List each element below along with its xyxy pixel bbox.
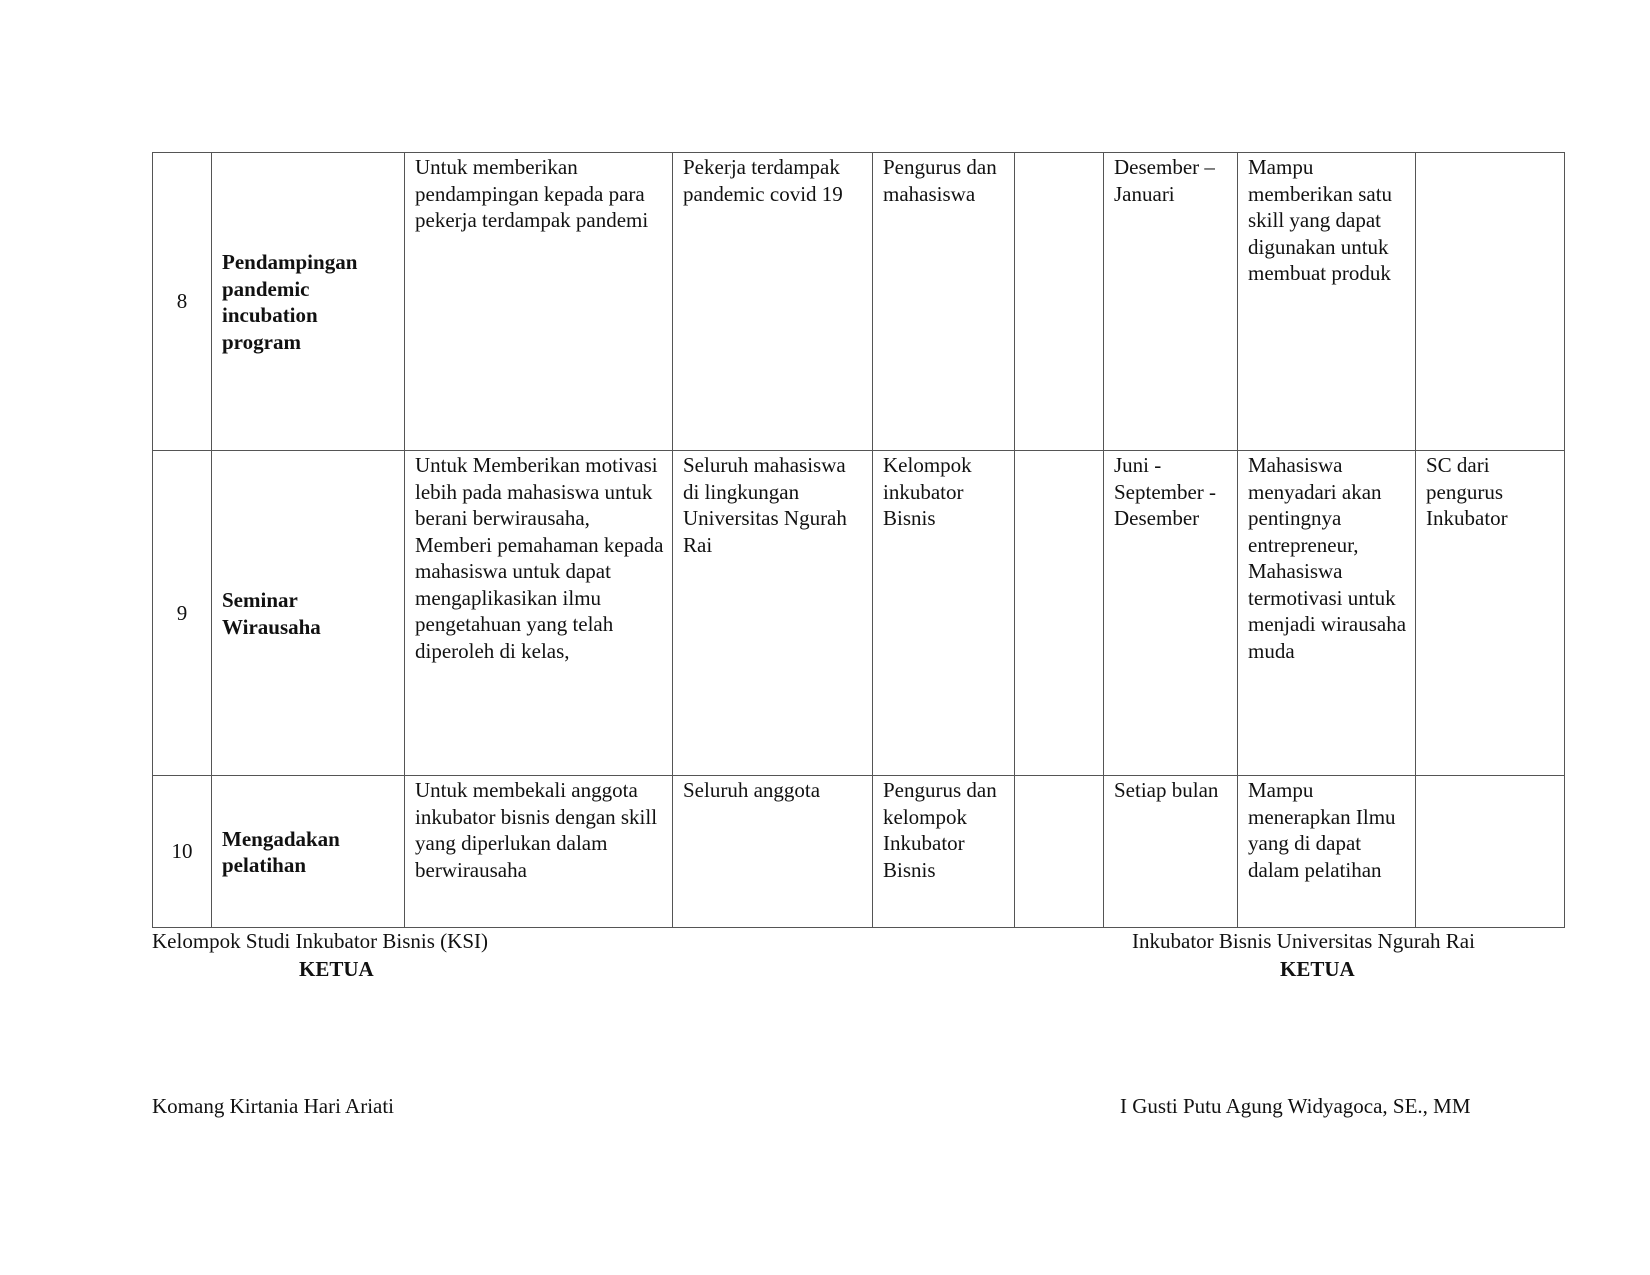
program-executor: Pengurus dan mahasiswa [873, 153, 1015, 451]
empty-cell [1015, 776, 1104, 928]
program-outcome: Mampu memberikan satu skill yang dapat digunakan untuk membuat produk [1238, 153, 1416, 451]
program-time: Setiap bulan [1104, 776, 1238, 928]
program-outcome: Mampu menerapkan Ilmu yang di dapat dalam pelatihan [1238, 776, 1416, 928]
program-target: Seluruh anggota [673, 776, 873, 928]
program-name: Seminar Wirausaha [212, 451, 405, 776]
program-name: Pendampingan pandemic incubation program [212, 153, 405, 451]
program-time: Desember – Januari [1104, 153, 1238, 451]
signatory-right-role: KETUA [1280, 957, 1355, 981]
program-executor: Kelompok inkubator Bisnis [873, 451, 1015, 776]
program-note [1416, 153, 1565, 451]
empty-cell [1015, 153, 1104, 451]
signatory-right-name: I Gusti Putu Agung Widyagoca, SE., MM [1120, 1094, 1471, 1118]
row-number: 9 [153, 451, 212, 776]
program-note [1416, 776, 1565, 928]
program-target: Seluruh mahasiswa di lingkungan Universitas Ngurah Rai [673, 451, 873, 776]
program-time: Juni - September - Desember [1104, 451, 1238, 776]
row-number: 8 [153, 153, 212, 451]
empty-cell [1015, 451, 1104, 776]
program-objective: Untuk Memberikan motivasi lebih pada mahasiswa untuk berani berwirausaha, Memberi pemahaman kepada mahasiswa untuk dapat mengaplikasikan ilmu pengetahuan yang telah diperoleh di kelas, [405, 451, 673, 776]
program-objective: Untuk memberikan pendampingan kepada para pekerja terdampak pandemi [405, 153, 673, 451]
program-objective: Untuk membekali anggota inkubator bisnis dengan skill yang diperlukan dalam berwirausaha [405, 776, 673, 928]
table-row [153, 776, 1565, 928]
signatory-left-name: Komang Kirtania Hari Ariati [152, 1094, 395, 1118]
program-note: SC dari pengurus Inkubator [1416, 451, 1565, 776]
program-target: Pekerja terdampak pandemic covid 19 [673, 153, 873, 451]
signatory-right-organization: Inkubator Bisnis Universitas Ngurah Rai [1132, 929, 1475, 953]
program-outcome: Mahasiswa menyadari akan pentingnya entrepreneur, Mahasiswa termotivasi untuk menjadi wirausaha muda [1238, 451, 1416, 776]
signatory-left-organization: Kelompok Studi Inkubator Bisnis (KSI) [152, 929, 488, 953]
table-row [153, 451, 1565, 776]
program-name: Mengadakan pelatihan [212, 776, 405, 928]
table-row [153, 153, 1565, 451]
program-executor: Pengurus dan kelompok Inkubator Bisnis [873, 776, 1015, 928]
row-number: 10 [153, 776, 212, 928]
signatory-left-role: KETUA [299, 957, 374, 981]
program-table [152, 152, 1565, 928]
